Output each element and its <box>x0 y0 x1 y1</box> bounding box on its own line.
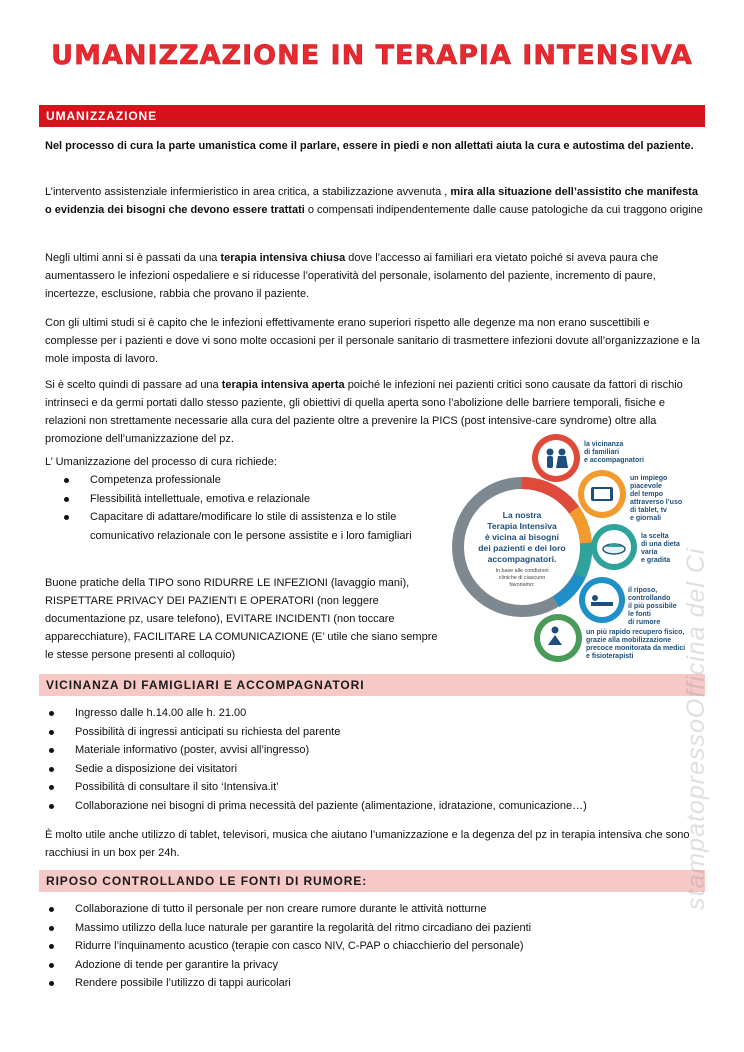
item-text-line: il riposo, <box>628 587 658 594</box>
center-title-line: è vicina ai bisogni <box>484 532 560 542</box>
item-text-line: di familiari <box>584 449 620 456</box>
item-text-line: controllando <box>628 595 671 602</box>
item-text-line: di rumore <box>628 619 661 626</box>
bold-segment: terapia intensiva chiusa <box>220 252 346 264</box>
watermark: stampatopressoOfficina del Ci <box>682 547 710 910</box>
center-title-line: Terapia Intensiva <box>487 521 557 531</box>
item-text-line: e accompagnatori <box>584 457 644 464</box>
item-text-line: la vicinanza <box>584 441 624 448</box>
text-segment: Si è scelto quindi di passare ad una <box>45 379 219 391</box>
ring-segment-teal <box>580 543 586 576</box>
item-text-line: un più rapido recupero fisico, <box>586 629 685 636</box>
paragraph-intro <box>45 137 705 155</box>
item-text-line: e giornali <box>630 515 662 522</box>
item-text-line: e gradita <box>641 557 671 564</box>
text-segment: Negli ultimi anni si è passati da una <box>45 252 218 264</box>
list-intro: L’ Umanizzazione del processo di cura richiede: <box>45 456 277 468</box>
item-text-line: piacevole <box>630 483 662 490</box>
center-title-line: dei pazienti e dei loro <box>478 543 566 553</box>
center-title-line: accompagnatori. <box>487 554 557 564</box>
list-item: Flessibilità intellettuale, emotiva e relazionale <box>60 490 445 509</box>
item-text-line: la scelta <box>641 533 669 540</box>
item-text-line: e fisioterapisti <box>586 653 634 660</box>
page-title: UMANIZZAZIONE IN TERAPIA INTENSIVA <box>51 40 693 71</box>
item-text-line: grazie alla mobilizzazione <box>586 637 672 644</box>
item-text-line: di una dieta <box>641 541 680 548</box>
center-sub-line: In base alle condizioni <box>495 568 549 574</box>
text-segment: dove l’accesso ai familiari era vietato poiché si aveva paura che aumentassero le infezioni ospedaliere e si riducesse l’operatività del personale, isolamento del paziente, incremento di paure, incertezze, esclusione, rabbia che provano il paziente. <box>45 252 659 300</box>
item-text-line: le fonti <box>628 611 651 618</box>
item-text-line: un impiego <box>630 475 668 482</box>
bold-segment: terapia intensiva aperta <box>221 379 345 391</box>
list-item: Competenza professionale <box>60 471 445 490</box>
list-item: Materiale informativo (poster, avvisi all’ingresso) <box>45 741 705 760</box>
list-item: Rendere possibile l’utilizzo di tappi auricolari <box>45 974 705 993</box>
section-header-vicinanza: VICINANZA DI FAMIGLIARI E ACCOMPAGNATORI <box>39 674 705 696</box>
text-segment: L’intervento assistenziale infermieristico in area critica, a stabilizzazione avvenuta , <box>45 186 448 198</box>
item-text-line: del tempo <box>630 491 664 498</box>
list-item: Adozione di tende per garantire la privacy <box>45 956 705 975</box>
center-sub-line: cliniche di ciascuno <box>498 575 546 581</box>
paragraph-buone-pratiche: Buone pratiche della TIPO sono RIDURRE LE INFEZIONI (lavaggio mani), RISPETTARE PRIVACY DEI PAZIENTI E OPERATORI (non leggere documentazione pz, usare telefono), EVITARE INCIDENTI (non toccare apparecchiature), FACILITARE LA COMUNICAZIONE (E’ utile che siano sempre le stesse persone presenti al colloquio) <box>45 577 438 661</box>
paragraph-chiusa <box>45 249 705 303</box>
vicinanza-list <box>45 704 705 815</box>
list-item: Massimo utilizzo della luce naturale per garantire la regolarità del ritmo circadiano dei pazienti <box>45 919 705 938</box>
paragraph-intervento <box>45 183 705 219</box>
bold-segment: mira alla situazione dell’assistito che manifesta o evidenzia dei bisogni che devono essere trattati <box>45 186 698 216</box>
list-item: Sedie a disposizione dei visitatori <box>45 760 705 779</box>
center-sub-line: favoriamo: <box>509 582 535 588</box>
intro-bold-text: Nel processo di cura la parte umanistica come il parlare, essere in piedi e non allettati aiuta la cura e autostima del paziente. <box>45 140 694 152</box>
text-segment: poiché le infezioni nei pazienti critici sono causate da fattori di rischio intrinseci e da germi portati dallo stesso paziente, gli obiettivi di quella aperta sono l’abolizione delle barriere temporali, fisiche e relazioni non strettamente necessarie alla cura del paziente oltre a prevenire la PICS (post intensive-care syndrome) oltre alla promozione dell’umanizzazione del pz. <box>45 379 683 445</box>
list-item: Collaborazione nei bisogni di prima necessità del paziente (alimentazione, idratazione, comunicazione…) <box>45 797 705 816</box>
section-header-umanizzazione: UMANIZZAZIONE <box>39 105 705 127</box>
center-title-line: La nostra <box>502 510 542 520</box>
item-text-line: precoce monitorata da medici <box>586 645 686 652</box>
list-item: Possibilità di ingressi anticipati su richiesta del parente <box>45 723 705 742</box>
infographic <box>452 430 688 668</box>
section-header-riposo: RIPOSO CONTROLLANDO LE FONTI DI RUMORE: <box>39 870 705 892</box>
item-text-line: varia <box>641 549 658 556</box>
paragraph-studi: Con gli ultimi studi si è capito che le infezioni effettivamente erano superiori rispetto alle degenze ma non erano suscettibili e complesse per i pazienti e dove vi sono molte occasioni per il personale sanitario di trasmettere infezioni dovute all’organizzazione e la mole imposta di lavoro. <box>45 317 700 365</box>
paragraph-tablet: È molto utile anche utilizzo di tablet, televisori, musica che aiutano l’umanizzazione e la degenza del pz in terapia intensiva che sono racchiusi in un box per 24h. <box>45 829 690 859</box>
requirements-list <box>60 471 445 545</box>
list-item: Ingresso dalle h.14.00 alle h. 21.00 <box>45 704 705 723</box>
riposo-list <box>45 900 705 993</box>
item-text-line: il più possibile <box>628 603 677 610</box>
list-item: Possibilità di consultare il sito ‘Intensiva.it’ <box>45 778 705 797</box>
list-item: Ridurre l’inquinamento acustico (terapie con casco NIV, C-PAP o chiacchierio del personale) <box>45 937 705 956</box>
list-item: Collaborazione di tutto il personale per non creare rumore durante le attività notturne <box>45 900 705 919</box>
item-text-line: attraverso l’uso <box>630 499 683 506</box>
text-segment: o compensati indipendentemente dalle cause patologiche da cui traggono origine <box>307 204 703 216</box>
list-item: Capacitare di adattare/modificare lo stile di assistenza e lo stile comunicativo relazionale con le persone assistite e i loro famigliari <box>60 508 445 545</box>
item-text-line: di tablet, tv <box>630 507 667 514</box>
